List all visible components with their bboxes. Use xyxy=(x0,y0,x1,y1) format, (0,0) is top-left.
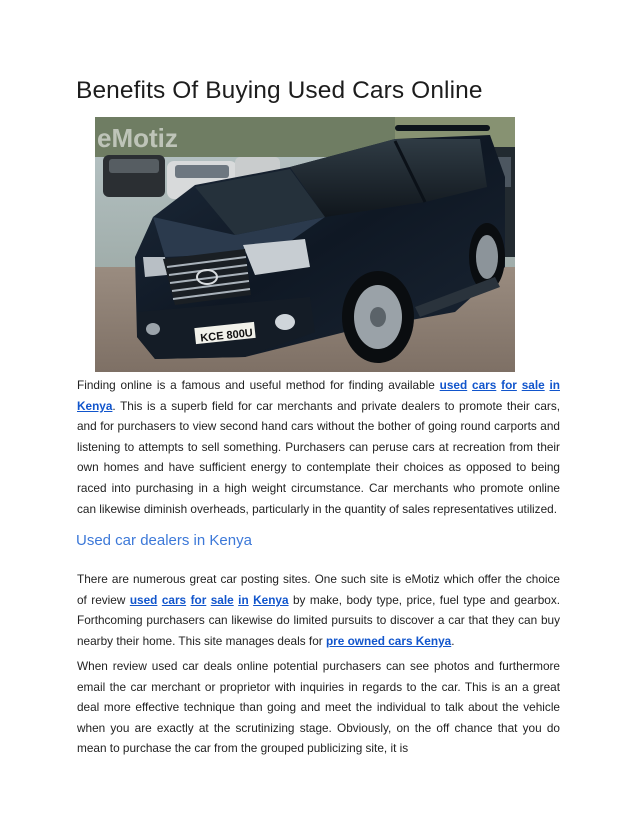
link-in[interactable]: in xyxy=(238,592,249,607)
intro-paragraph xyxy=(77,375,560,519)
link-cars[interactable]: cars xyxy=(161,592,187,607)
paragraph-text: There are numerous great car posting sites. One such site is eMotiz which offer the choice of review xyxy=(77,572,560,607)
link-used[interactable]: used xyxy=(439,378,468,392)
link-for[interactable]: for xyxy=(190,592,207,607)
paragraph-text: . This is a superb field for car merchants and private dealers to promote their cars, and for purchasers to view second hand cars without the bother of going round carports and listening to attempts to sell something. Purchasers can peruse cars at recreation from their own homes and have sufficient energy to contemplate their choices as opposed to being raced into purchasing in a high weight circumstance. Car merchants who promote online can likewise diminish overheads, particularly in the quantity of sales representatives utilized. xyxy=(77,398,560,516)
paragraph-text: Finding online is a famous and useful method for finding available xyxy=(77,378,440,392)
link-kenya[interactable]: Kenya xyxy=(77,398,113,413)
paragraph-text: . xyxy=(451,633,455,648)
watermark-logo: eMotiz xyxy=(97,123,178,153)
paragraph-text: by make, body type, price, fuel type and gearbox. Forthcoming purchasers can likewise do limited pursuits to discover a car that they can buy nearby their home. This site manages deals for xyxy=(77,592,561,648)
link-used[interactable]: used xyxy=(129,592,158,607)
section-heading: Used car dealers in Kenya xyxy=(76,532,252,549)
link-kenya[interactable]: Kenya xyxy=(253,592,289,607)
dealers-paragraph xyxy=(77,569,560,651)
review-paragraph: When review used car deals online potential purchasers can see photos and furthermore email the car merchant or proprietor with inquiries in regards to the car. This is an a great deal more effective technique than going and meet the individual to talk about the vehicle when you are exactly at the scrutinizing stage. Obviously, on the off chance that you do mean to purchase the car from the grouped publicizing site, it is xyxy=(77,659,560,756)
page-title: Benefits Of Buying Used Cars Online xyxy=(76,77,483,104)
link-in[interactable]: in xyxy=(549,378,560,392)
car-photo xyxy=(95,117,515,372)
link-sale[interactable]: sale xyxy=(210,592,234,607)
link-pre-owned-cars-kenya[interactable]: pre owned cars Kenya xyxy=(325,633,452,648)
link-for[interactable]: for xyxy=(501,378,517,392)
license-plate: KCE 800U xyxy=(199,327,254,345)
link-sale[interactable]: sale xyxy=(521,378,545,392)
link-cars[interactable]: cars xyxy=(472,378,497,392)
